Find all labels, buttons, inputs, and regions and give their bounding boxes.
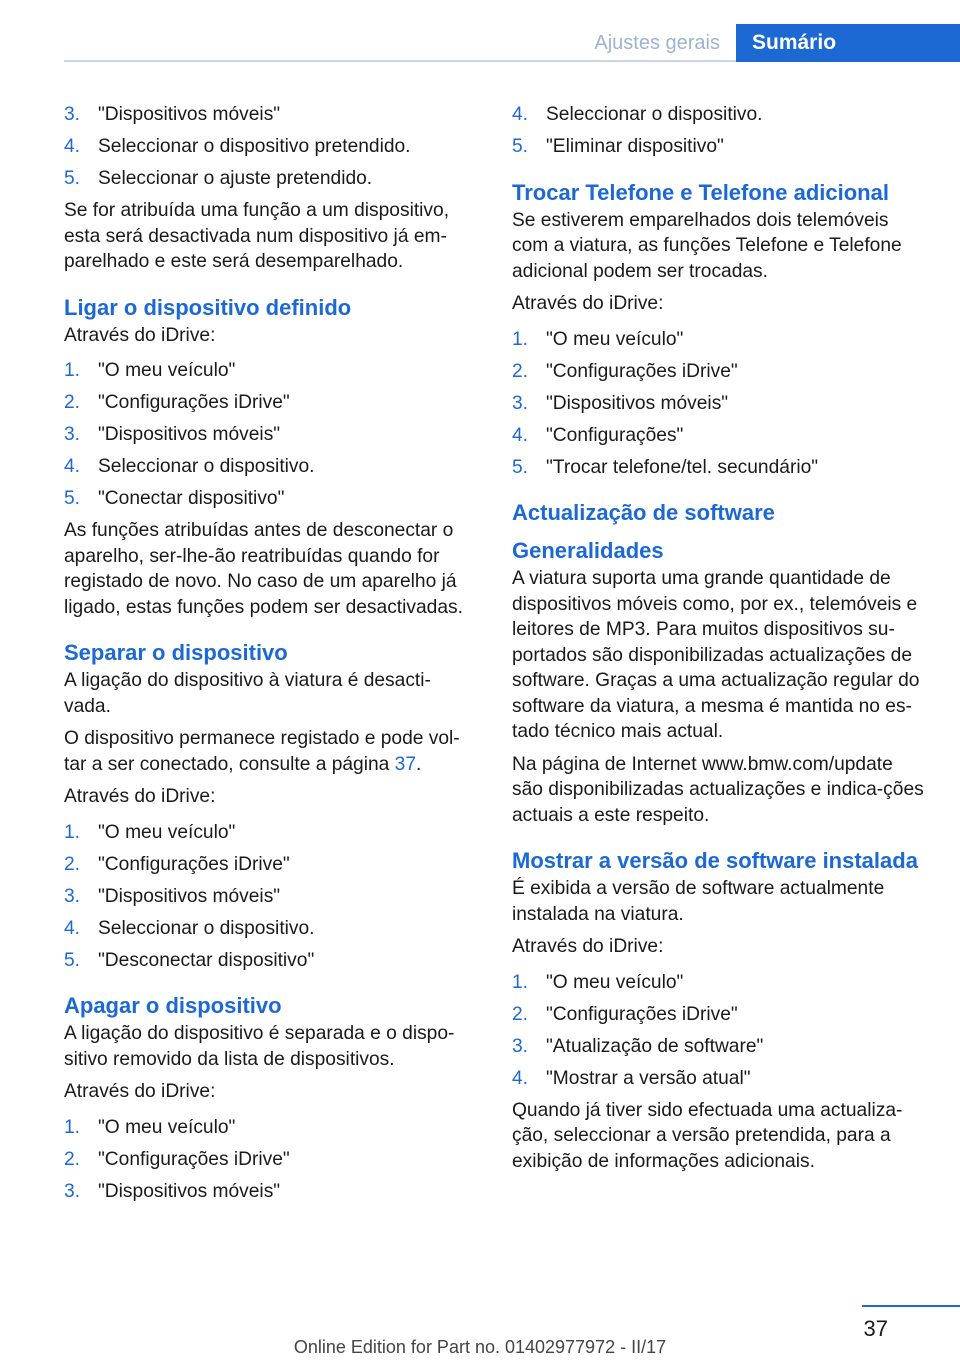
list-item: 5. "Desconectar dispositivo" (64, 949, 315, 971)
list-item: 1. "O meu veículo" (512, 328, 684, 350)
page-link[interactable]: 37 (394, 753, 417, 775)
heading-trocar: Trocar Telefone e Telefone adicional (512, 179, 889, 205)
list-item: 5. "Eliminar dispositivo" (512, 136, 724, 157)
heading-mostrar: Mostrar a versão de software instalada (512, 848, 918, 873)
edition-note: Online Edition for Part no. 01402977972 - II/17 (293, 1337, 667, 1357)
list-item: 5. "Trocar telefone/tel. secundário" (512, 456, 819, 478)
page-number: 37 (863, 1316, 888, 1341)
list-item: 3. "Dispositivos móveis" (64, 885, 281, 907)
heading-separar: Separar o dispositivo (64, 640, 288, 665)
list-item: 2. "Configurações iDrive" (64, 392, 290, 413)
list-item: 3. "Dispositivos móveis" (64, 104, 281, 125)
list-item: 4. "Mostrar a versão atual" (512, 1067, 751, 1089)
list-item: 2. "Configurações iDrive" (512, 360, 738, 382)
list-item: 4. Seleccionar o dispositivo. (64, 917, 315, 939)
steps-list (512, 970, 928, 1092)
list-item: 4. Seleccionar o dispositivo pretendido. (64, 136, 411, 157)
list-item: 3. "Atualização de software" (512, 1035, 764, 1057)
paragraph: Através do iDrive: (512, 936, 664, 957)
paragraph: A ligação do dispositivo à viatura é desacti-vada. (64, 670, 431, 717)
list-item: 3. "Dispositivos móveis" (64, 1180, 281, 1202)
right-column (512, 102, 928, 1181)
list-item: 4. Seleccionar o dispositivo. (64, 456, 315, 477)
list-item: 1. "O meu veículo" (64, 821, 236, 843)
steps-list (64, 1115, 476, 1205)
list-item: 3. "Dispositivos móveis" (64, 424, 281, 445)
heading-generalidades: Generalidades (512, 538, 664, 563)
list-item: 1. "O meu veículo" (512, 971, 684, 993)
paragraph: Se estiverem emparelhados dois telemóveis com a viatura, as funções Telefone e Telefone adicional podem ser trocadas. (512, 209, 902, 282)
list-item: 4. "Configurações" (512, 424, 684, 446)
list-item: 2. "Configurações iDrive" (512, 1003, 738, 1025)
paragraph: A ligação do dispositivo é separada e o dispo-sitivo removido da lista de dispositivos. (64, 1023, 455, 1070)
paragraph: O dispositivo permanece registado e pode vol-tar a ser conectado, consulte a página 37. (64, 728, 460, 775)
steps-list (64, 820, 476, 974)
paragraph: Através do iDrive: (512, 293, 664, 314)
header-contents-tab[interactable]: Sumário (736, 24, 960, 62)
list-item: 4. Seleccionar o dispositivo. (512, 104, 763, 125)
paragraph: As funções atribuídas antes de desconectar o aparelho, ser-lhe-ão reatribuídas quando for registado de novo. No caso de um aparelho já ligado, estas funções podem ser desactivadas. (64, 520, 463, 618)
heading-apagar: Apagar o dispositivo (64, 993, 282, 1018)
list-item: 5. Seleccionar o ajuste pretendido. (64, 168, 373, 189)
list-item: 2. "Configurações iDrive" (64, 1148, 290, 1170)
paragraph: É exibida a versão de software actualmente instalada na viatura. (512, 878, 885, 925)
list-item: 2. "Configurações iDrive" (64, 853, 290, 875)
steps-list (512, 327, 928, 481)
steps-list (64, 102, 476, 192)
list-item: 3. "Dispositivos móveis" (512, 392, 729, 414)
list-item: 5. "Conectar dispositivo" (64, 488, 285, 509)
steps-list (512, 102, 928, 160)
list-item: 1. "O meu veículo" (64, 360, 236, 381)
footer-rule (862, 1305, 960, 1307)
paragraph: Através do iDrive: (64, 324, 216, 346)
paragraph: Na página de Internet www.bmw.com/update são disponibilizadas actualizações e indica-ções actuais a este respeito. (512, 753, 924, 826)
paragraph: Através do iDrive: (64, 1081, 216, 1102)
paragraph: Através do iDrive: (64, 786, 216, 807)
heading-actualizacao: Actualização de software (512, 500, 775, 525)
list-item: 1. "O meu veículo" (64, 1116, 236, 1138)
heading-ligar: Ligar o dispositivo definido (64, 294, 352, 320)
header-section-link[interactable]: Ajustes gerais (594, 32, 720, 54)
left-column (64, 102, 476, 1211)
steps-list (64, 358, 476, 512)
paragraph: Quando já tiver sido efectuada uma actualiza-ção, seleccionar a versão pretendida, para a exibição de informações adicionais. (512, 1099, 903, 1172)
paragraph: A viatura suporta uma grande quantidade de dispositivos móveis como, por ex., telemóveis e leitores de MP3. Para muitos dispositivos su-portados são disponibilizadas actualizações de software. Graças a uma actualização regular do software da viatura, a mesma é mantida no es-tado técnico mais actual. (512, 568, 920, 742)
paragraph: Se for atribuída uma função a um dispositivo, esta será desactivada num dispositivo já em-parelhado e este será desemparelhado. (64, 200, 450, 272)
